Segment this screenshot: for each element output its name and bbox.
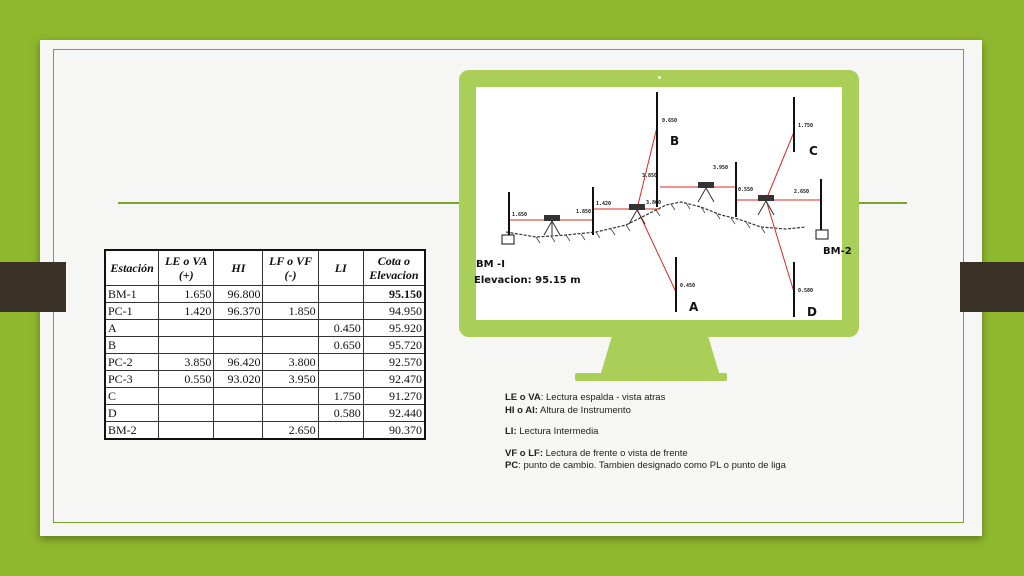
table-cell: 91.270 xyxy=(363,388,425,405)
table-row xyxy=(105,371,425,388)
reading-label: 0.450 xyxy=(680,283,696,289)
table-cell: 94.950 xyxy=(363,303,425,320)
table-cell xyxy=(214,405,263,422)
table-cell xyxy=(263,388,318,405)
table-cell xyxy=(263,405,318,422)
reading-label: 0.650 xyxy=(662,118,678,124)
reading-label: 1.650 xyxy=(512,212,528,218)
col-le xyxy=(159,250,214,286)
legend-item: LI: Lectura Intermedia xyxy=(505,426,599,437)
reading-label: 3.850 xyxy=(642,173,658,179)
table-cell: 1.750 xyxy=(318,388,363,405)
monitor-camera xyxy=(658,76,661,79)
table-cell: B xyxy=(105,337,159,354)
table-cell xyxy=(214,337,263,354)
table-row xyxy=(105,303,425,320)
col-li: LI xyxy=(318,250,363,286)
table-cell: 92.440 xyxy=(363,405,425,422)
col-cota: Cota o Elevacion xyxy=(363,250,425,286)
decor-band-left xyxy=(0,262,66,312)
table-cell: 92.470 xyxy=(363,371,425,388)
table-cell: BM-1 xyxy=(105,286,159,303)
table-cell: 95.720 xyxy=(363,337,425,354)
col-hi: HI xyxy=(214,250,263,286)
table-cell: 0.650 xyxy=(318,337,363,354)
table-cell: 96.800 xyxy=(214,286,263,303)
table-cell xyxy=(214,422,263,440)
reading-label: 3.950 xyxy=(713,165,729,171)
table-cell: PC-3 xyxy=(105,371,159,388)
divider-left xyxy=(118,202,460,204)
bm1-marker xyxy=(502,235,514,244)
monitor-stand-neck xyxy=(600,336,720,376)
table-cell: 95.920 xyxy=(363,320,425,337)
table-cell xyxy=(159,422,214,440)
table-cell xyxy=(318,354,363,371)
table-cell: 95.150 xyxy=(363,286,425,303)
table-cell xyxy=(214,320,263,337)
table-row xyxy=(105,422,425,440)
table-cell: D xyxy=(105,405,159,422)
point-label-b: B xyxy=(670,134,680,148)
table-row xyxy=(105,388,425,405)
table-cell: 0.550 xyxy=(159,371,214,388)
sight-lines xyxy=(509,127,821,292)
table-cell: 92.570 xyxy=(363,354,425,371)
table-cell xyxy=(159,388,214,405)
table-cell: PC-2 xyxy=(105,354,159,371)
table-row xyxy=(105,354,425,371)
leveling-diagram xyxy=(474,87,852,320)
legend-item: PC: punto de cambio. Tambien designado como PL o punto de liga xyxy=(505,460,786,471)
point-label-d: D xyxy=(807,305,817,319)
point-label-a: A xyxy=(689,300,699,314)
table-cell xyxy=(318,371,363,388)
table-header-row xyxy=(105,250,425,286)
table-cell: 90.370 xyxy=(363,422,425,440)
table-cell: BM-2 xyxy=(105,422,159,440)
col-lf xyxy=(263,250,318,286)
legend-item: HI o AI: Altura de Instrumento xyxy=(505,404,631,416)
bm1-label: BM -I xyxy=(476,259,505,270)
table-cell xyxy=(318,286,363,303)
table-cell: 0.580 xyxy=(318,405,363,422)
point-label-c: C xyxy=(809,144,818,158)
table-cell xyxy=(214,388,263,405)
table-cell: C xyxy=(105,388,159,405)
table-cell: 96.370 xyxy=(214,303,263,320)
reading-label: 2.650 xyxy=(794,189,810,195)
table-row xyxy=(105,320,425,337)
table-cell: 96.420 xyxy=(214,354,263,371)
reading-label: 1.420 xyxy=(596,201,612,207)
table-cell: 2.650 xyxy=(263,422,318,440)
table-cell: 0.450 xyxy=(318,320,363,337)
table-cell xyxy=(263,320,318,337)
col-estacion: Estación xyxy=(105,250,159,286)
col-lf-label: LF o VF (-) xyxy=(268,254,313,282)
table-cell xyxy=(318,303,363,320)
divider-right xyxy=(859,202,907,204)
table-cell xyxy=(159,320,214,337)
table-cell: A xyxy=(105,320,159,337)
table-cell: 3.850 xyxy=(159,354,214,371)
table-cell xyxy=(159,337,214,354)
legend xyxy=(505,392,786,473)
col-le-label: LE o VA (+) xyxy=(165,254,208,282)
table-cell xyxy=(263,337,318,354)
reading-label: 0.580 xyxy=(798,288,814,294)
table-cell xyxy=(263,286,318,303)
reading-label: 1.750 xyxy=(798,123,814,129)
table-cell: 3.800 xyxy=(263,354,318,371)
table-cell: 93.020 xyxy=(214,371,263,388)
table-row xyxy=(105,286,425,303)
table-cell: PC-1 xyxy=(105,303,159,320)
reading-label: 0.550 xyxy=(738,187,754,193)
legend-item: LE o VA: Lectura espalda - vista atras xyxy=(505,392,666,403)
monitor-screen xyxy=(474,87,852,320)
monitor-stand-base xyxy=(575,373,727,381)
legend-item: VF o LF: Lectura de frente o vista de frente xyxy=(505,447,688,459)
table-cell: 1.650 xyxy=(159,286,214,303)
table-row xyxy=(105,337,425,354)
bm2-marker xyxy=(816,230,828,239)
table-cell: 1.420 xyxy=(159,303,214,320)
reading-label: 1.850 xyxy=(576,209,592,215)
leveling-table xyxy=(104,249,426,440)
table-cell xyxy=(159,405,214,422)
reading-label: 3.800 xyxy=(646,200,662,206)
table-cell: 3.950 xyxy=(263,371,318,388)
decor-band-right xyxy=(960,262,1024,312)
table-cell xyxy=(318,422,363,440)
table-row xyxy=(105,405,425,422)
monitor xyxy=(459,70,859,337)
elevation-label: Elevacion: 95.15 m xyxy=(474,275,581,286)
bm2-label: BM-2 xyxy=(823,246,852,257)
table-cell: 1.850 xyxy=(263,303,318,320)
